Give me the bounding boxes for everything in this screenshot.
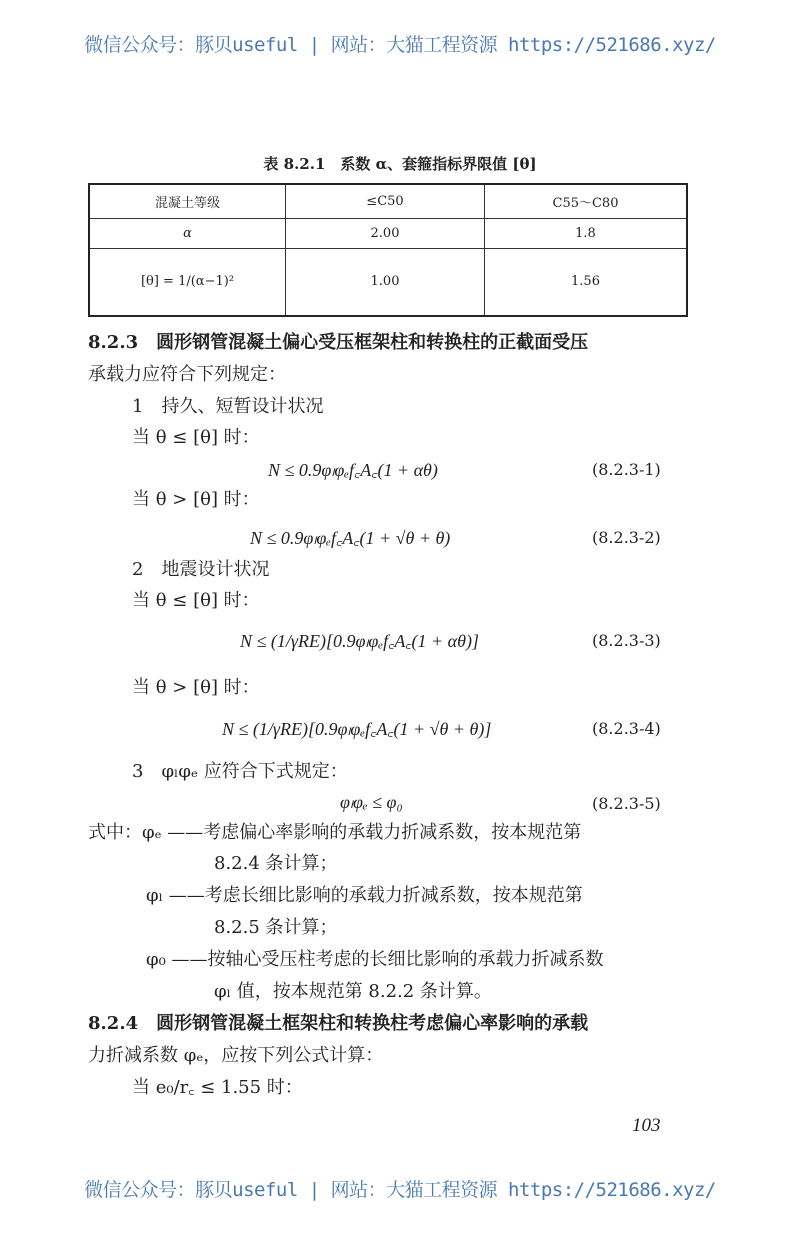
condition-line: 当 θ ≤ [θ] 时： bbox=[132, 427, 260, 448]
formula: φₗφₑ ≤ φ₀ bbox=[340, 792, 403, 812]
table-header-cell: 混凝土等级 bbox=[89, 184, 286, 218]
equation-number: (8.2.3-1) bbox=[592, 460, 661, 479]
equation-number: (8.2.3-2) bbox=[592, 528, 661, 547]
clause-8-2-4: 8.2.4 圆形钢管混凝土框架柱和转换柱考虑偏心率影响的承载 bbox=[88, 1013, 589, 1034]
definition-line: φ₀ ——按轴心受压柱考虑的长细比影响的承载力折减系数 bbox=[146, 949, 604, 970]
table-cell: [θ] = 1/(α−1)² bbox=[89, 248, 286, 316]
clause-8-2-3: 8.2.3 圆形钢管混凝土偏心受压框架柱和转换柱的正截面受压 bbox=[88, 332, 589, 353]
formula: N ≤ 0.9φₗφₑf꜀A꜀(1 + αθ) bbox=[268, 460, 438, 480]
subheading: 3 φₗφₑ 应符合下式规定： bbox=[132, 761, 348, 782]
watermark-bottom: 微信公众号：豚贝useful | 网站：大猫工程资源 https://521686.xyz/ bbox=[84, 1179, 716, 1201]
table-header-cell: C55～C80 bbox=[485, 184, 688, 218]
equation-number: (8.2.3-3) bbox=[592, 631, 661, 650]
equation-number: (8.2.3-5) bbox=[592, 794, 661, 813]
table-header-cell: ≤C50 bbox=[286, 184, 485, 218]
text-line: 承载力应符合下列规定： bbox=[88, 364, 286, 385]
table-row bbox=[89, 218, 687, 248]
table-row bbox=[89, 248, 687, 316]
definition-line: 8.2.5 条计算； bbox=[214, 917, 338, 938]
table-cell: α bbox=[89, 218, 286, 248]
subheading: 2 地震设计状况 bbox=[132, 559, 270, 580]
coefficient-table bbox=[88, 183, 688, 317]
table-cell: 1.8 bbox=[485, 218, 688, 248]
definition-line: 式中：φₑ ——考虑偏心率影响的承载力折减系数，按本规范第 bbox=[88, 822, 582, 843]
equation-number: (8.2.3-4) bbox=[592, 719, 661, 738]
watermark-top: 微信公众号：豚贝useful | 网站：大猫工程资源 https://521686.xyz/ bbox=[84, 34, 716, 56]
condition-line: 当 θ > [θ] 时： bbox=[132, 677, 260, 698]
condition-line: 当 e₀/r꜀ ≤ 1.55 时： bbox=[132, 1077, 303, 1098]
definition-line: φₗ ——考虑长细比影响的承载力折减系数，按本规范第 bbox=[146, 885, 583, 906]
table-caption: 表 8.2.1 系数 α、套箍指标界限值 [θ] bbox=[263, 155, 537, 173]
formula: N ≤ (1/γRE)[0.9φₗφₑf꜀A꜀(1 + αθ)] bbox=[240, 631, 479, 651]
condition-line: 当 θ > [θ] 时： bbox=[132, 489, 260, 510]
formula: N ≤ (1/γRE)[0.9φₗφₑf꜀A꜀(1 + √θ + θ)] bbox=[222, 719, 492, 739]
text-line: 力折减系数 φₑ，应按下列公式计算： bbox=[88, 1045, 384, 1066]
table-cell: 2.00 bbox=[286, 218, 485, 248]
condition-line: 当 θ ≤ [θ] 时： bbox=[132, 590, 260, 611]
formula: N ≤ 0.9φₗφₑf꜀A꜀(1 + √θ + θ) bbox=[250, 528, 451, 548]
page-number: 103 bbox=[632, 1115, 661, 1136]
table-cell: 1.00 bbox=[286, 248, 485, 316]
table-header-row bbox=[89, 184, 687, 218]
definition-line: 8.2.4 条计算； bbox=[214, 853, 338, 874]
subheading: 1 持久、短暂设计状况 bbox=[132, 396, 324, 417]
table-cell: 1.56 bbox=[485, 248, 688, 316]
definition-line: φₗ 值，按本规范第 8.2.2 条计算。 bbox=[214, 981, 492, 1002]
